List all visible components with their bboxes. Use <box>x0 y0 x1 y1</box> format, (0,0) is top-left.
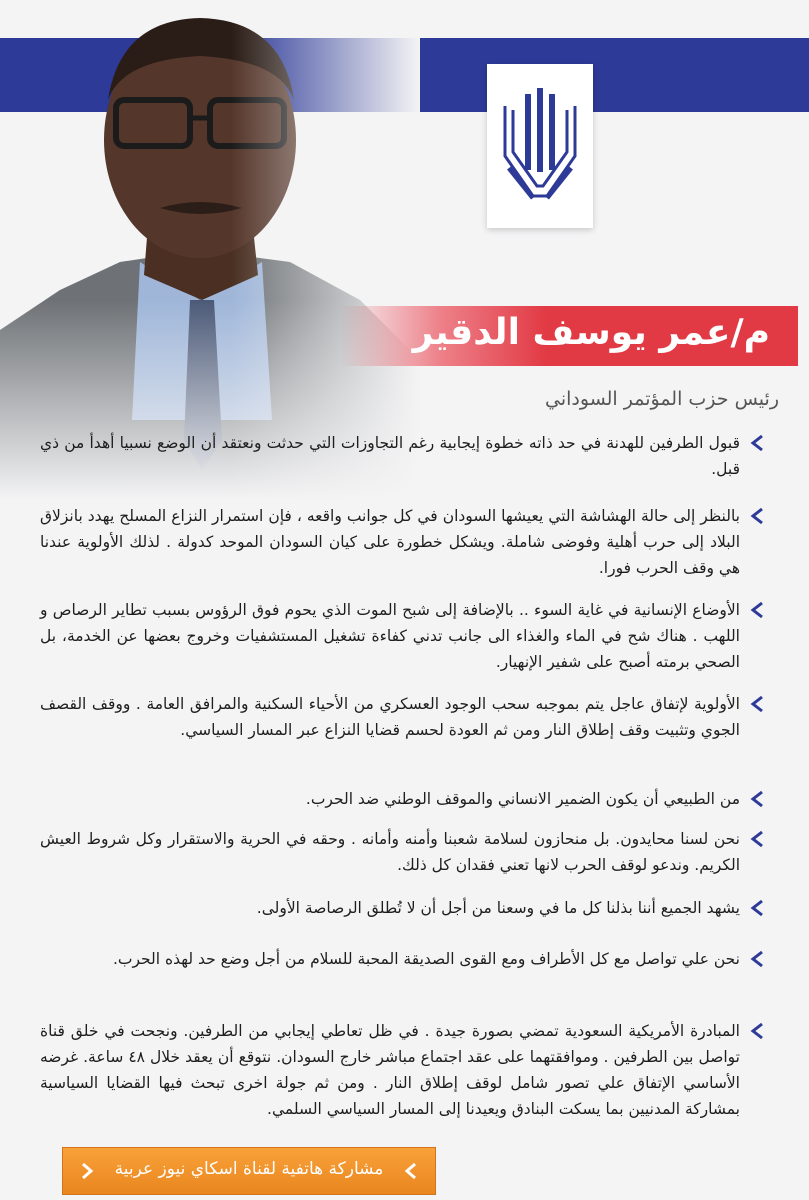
list-item <box>40 1018 768 1122</box>
party-logo-icon <box>495 86 585 206</box>
chevron-left-icon <box>748 830 768 848</box>
chevron-left-icon <box>748 507 768 525</box>
chevron-left-icon <box>748 695 768 713</box>
statement-text: نحن لسنا محايدون. بل منحازون لسلامة شعبنا وأمنه وأمانه . وحقه في الحرية والاستقرار وكل شروط العيش الكريم. وندعو لوقف الحرب لانها تعني فقدان كل ذلك. <box>40 830 740 874</box>
list-item <box>40 597 768 675</box>
chevron-right-icon <box>79 1162 95 1180</box>
chevron-left-icon <box>748 1022 768 1040</box>
list-item <box>40 895 768 921</box>
chevron-left-icon <box>748 434 768 452</box>
source-label: مشاركة هاتفية لقناة اسكاي نيوز عربية <box>114 1159 384 1179</box>
source-button[interactable] <box>62 1147 436 1195</box>
list-item <box>40 826 768 878</box>
chevron-left-icon <box>748 601 768 619</box>
chevron-left-icon <box>748 899 768 917</box>
list-item <box>40 691 768 743</box>
list-item <box>40 430 768 482</box>
name-banner <box>340 306 798 366</box>
statement-text: الأولوية لإتفاق عاجل يتم بموجبه سحب الوجود العسكري من الأحياء السكنية والمرافق العامة . ووقف القصف الجوي وتثبيت وقف إطلاق النار ومن ثم العودة لحسم قضايا النزاع عبر المسار السياسي. <box>40 695 740 739</box>
portrait-image <box>0 0 420 500</box>
statement-text: نحن علي تواصل مع كل الأطراف ومع القوى الصديقة المحبة للسلام من أجل وضع حد لهذه الحرب. <box>112 950 740 968</box>
chevron-left-icon <box>748 790 768 808</box>
chevron-left-icon <box>748 950 768 968</box>
list-item <box>40 786 768 812</box>
speaker-title: رئيس حزب المؤتمر السوداني <box>545 388 779 410</box>
statement-text: الأوضاع الإنسانية في غاية السوء .. بالإضافة إلى شبح الموت الذي يحوم فوق الرؤوس بسبب تطاير الرصاص و اللهب . هناك شح في الماء والغذاء الى جانب تدني كفاءة تشغيل المستشفيات وخروج بعضها عن الخدمة، بل الصحي برمته أصبح على شفير الإنهيار. <box>40 601 740 671</box>
statement-text: من الطبيعي أن يكون الضمير الانساني والموقف الوطني ضد الحرب. <box>305 790 740 808</box>
party-logo <box>487 64 593 228</box>
statement-text: قبول الطرفين للهدنة في حد ذاته خطوة إيجابية رغم التجاوزات التي حدثت ونعتقد أن الوضع نسبيا أهدأ من ذي قبل. <box>40 434 740 478</box>
list-item <box>40 946 768 972</box>
list-item <box>40 503 768 581</box>
statement-text: يشهد الجميع أننا بذلنا كل ما في وسعنا من أجل أن لا تُطلق الرصاصة الأولى. <box>256 899 740 917</box>
statement-text: بالنظر إلى حالة الهشاشة التي يعيشها السودان في كل جوانب واقعه ، فإن استمرار النزاع المسلح يهدد بانزلاق البلاد إلى حرب أهلية وفوضى شاملة. ويشكل خطورة على كيان السودان الموحد كدولة . لذلك الأولوية عندنا هي وقف الحرب فورا. <box>40 507 740 577</box>
statement-text: المبادرة الأمريكية السعودية تمضي بصورة جيدة . في ظل تعاطي إيجابي من الطرفين. ونجحت في خلق قناة تواصل بين الطرفين . وموافقتهما على عقد اجتماع مباشر خارج السودان. نتوقع أن يعقد خلال ٤٨ ساعة. غرضه الأساسي الإتفاق علي تصور شامل لوقف إطلاق النار . ومن ثم جولة اخرى تبحث فيها القضايا السياسية بمشاركة المدنيين بما يسكت البنادق ويعيدنا إلى المسار السياسي السلمي. <box>40 1022 740 1118</box>
speaker-name: م/عمر يوسف الدقير <box>412 312 770 353</box>
